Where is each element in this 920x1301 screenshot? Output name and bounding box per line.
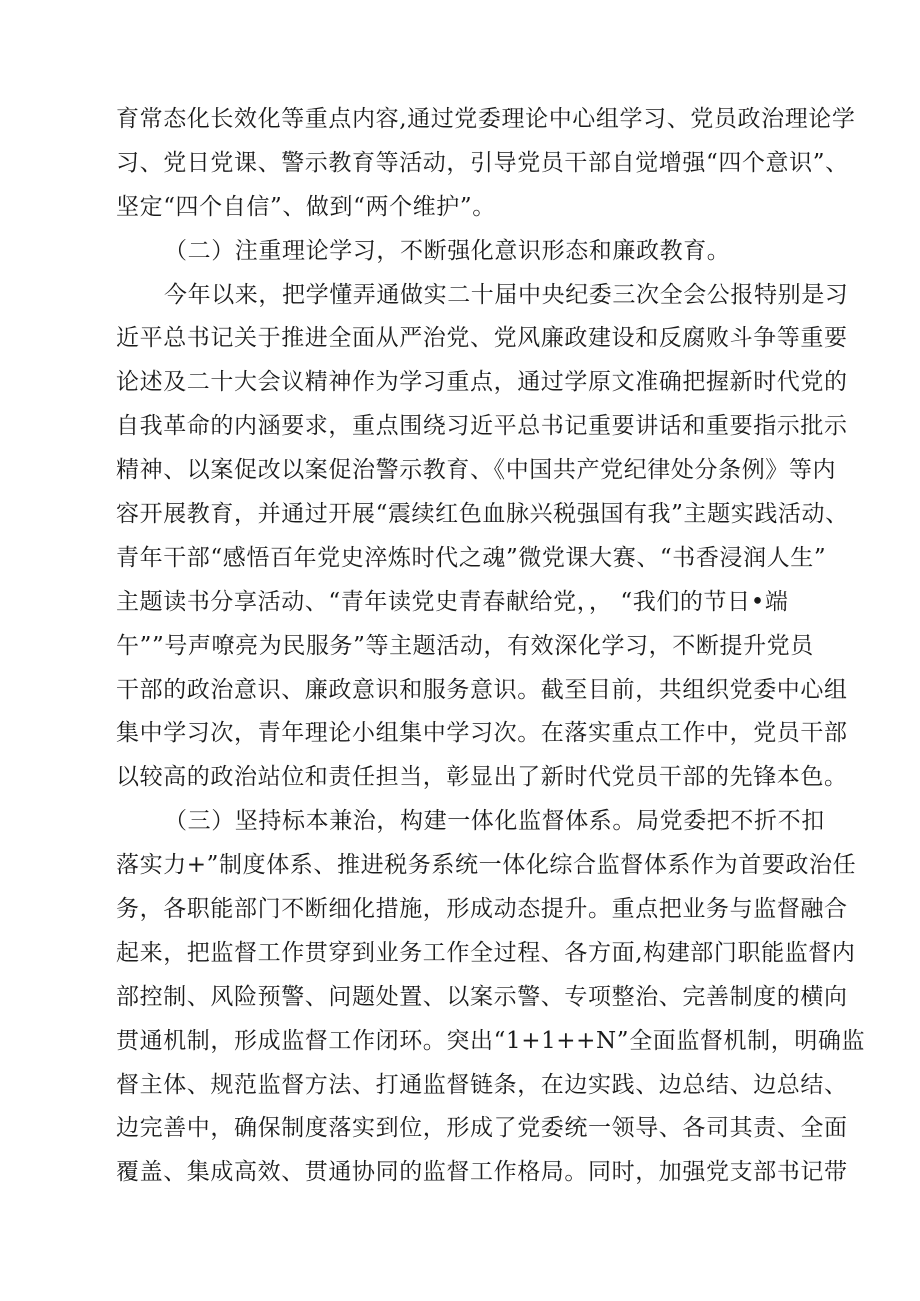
text-line: 起来，把监督工作贯穿到业务工作全过程、各方面,构建部门职能监督内	[116, 939, 856, 966]
text-line: 坚定“四个自信”、做到“两个维护”。	[116, 193, 496, 220]
text-line: 习、党日党课、警示教育等活动，引导党员干部自觉增强“四个意识”、	[116, 149, 849, 176]
text-line: 容开展教育，并通过开展“震续红色血脉兴税强国有我”主题实践活动、	[116, 501, 849, 528]
paragraph-start: 今年以来，把学懂弄通做实二十届中央纪委三次全会公报特别是习	[164, 281, 849, 308]
text-line: 午””号声嘹亮为民服务”等主题活动，有效深化学习，不断提升党员	[116, 632, 814, 659]
text-line: 精神、以案促改以案促治警示教育、《中国共产党纪律处分条例》等内	[116, 457, 837, 484]
text-line: 论述及二十大会议精神作为学习重点，通过学原文准确把握新时代党的	[116, 369, 848, 396]
text-line: 边完善中，确保制度落实到位，形成了党委统一领导、各司其责、全面	[116, 1115, 848, 1142]
text-line: 育常态化长效化等重点内容,通过党委理论中心组学习、党员政治理论学	[116, 106, 856, 132]
text-line: 集中学习次，青年理论小组集中学习次。在落实重点工作中，党员干部	[116, 720, 848, 747]
text-line: 务，各职能部门不断细化措施，形成动态提升。重点把业务与监督融合	[116, 896, 848, 923]
section-heading-three: （三）坚持标本兼治，构建一体化监督体系。局党委把不折不扣	[164, 808, 825, 835]
text-line: 落实力+”制度体系、推进税务系统一体化综合监督体系作为首要政治任	[116, 852, 857, 879]
document-body	[116, 98, 866, 1195]
text-line: 部控制、风险预警、问题处置、以案示警、专项整治、完善制度的横向	[116, 983, 848, 1010]
text-line: 覆盖、集成高效、贯通协同的监督工作格局。同时，加强党支部书记带	[116, 1159, 848, 1186]
text-line: 自我革命的内涵要求，重点围绕习近平总书记重要讲话和重要指示批示	[116, 413, 848, 440]
section-heading-two: （二）注重理论学习，不断强化意识形态和廉政教育。	[164, 237, 731, 264]
text-line: 贯通机制，形成监督工作闭环。突出“1+1++N”全面监督机制，明确监	[116, 1027, 866, 1054]
text-line: 督主体、规范监督方法、打通监督链条，在边实践、边总结、边总结、	[116, 1071, 848, 1098]
text-line: 主题读书分享活动、“青年读党史青春献给党，， “我们的节日•端	[116, 588, 789, 615]
text-line: 干部的政治意识、廉政意识和服务意识。截至目前，共组织党委中心组	[116, 676, 848, 703]
text-line: 近平总书记关于推进全面从严治党、党风廉政建设和反腐败斗争等重要	[116, 325, 848, 352]
text-line: 青年干部“感悟百年党史淬炼时代之魂”微党课大赛、“书香浸润人生”	[116, 544, 827, 571]
text-line: 以较高的政治站位和责任担当，彰显出了新时代党员干部的先锋本色。	[116, 764, 848, 791]
